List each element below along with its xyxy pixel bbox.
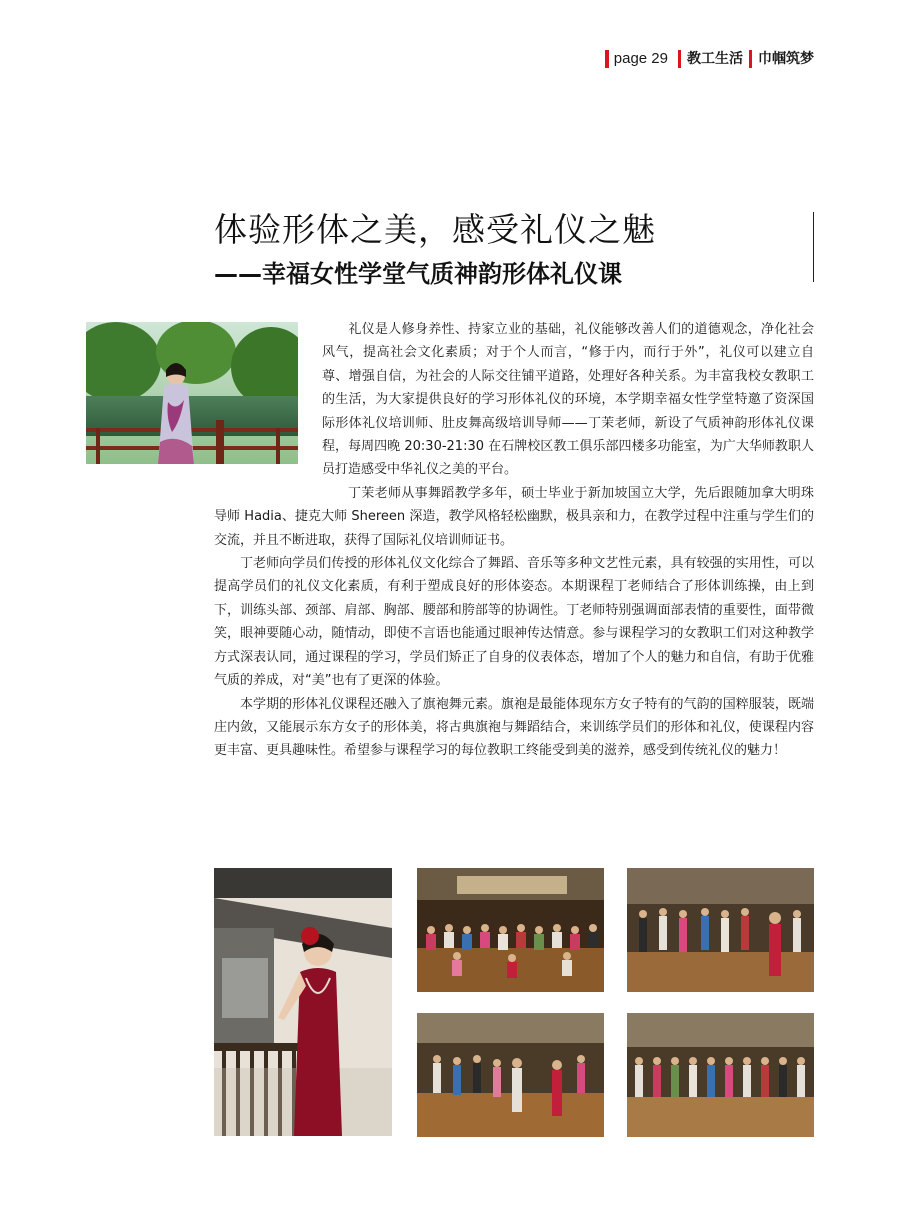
photo-class-seated — [417, 868, 604, 992]
header-separator — [678, 50, 681, 68]
photo-class-practice — [417, 1013, 604, 1137]
image-wrap-spacer — [214, 318, 322, 482]
article-paragraph-2: 丁茉老师从事舞蹈教学多年，硕士毕业于新加坡国立大学，先后跟随加拿大明珠导师 Hadia、捷克大师 Shereen 深造，教学风格轻松幽默，极具亲和力，在教学过程中注重与学生们的交流，并且不断进取，获得了国际礼仪培训师证书。 — [214, 485, 814, 548]
header-separator-2 — [749, 50, 752, 68]
article-paragraph-3: 丁老师向学员们传授的形体礼仪文化综合了舞蹈、音乐等多种文艺性元素，具有较强的实用性，可以提高学员们的礼仪文化素质，有利于塑成良好的形体姿态。本期课程丁老师结合了形体训练操，由上到下，训练头部、颈部、肩部、胸部、腰部和胯部等的协调性。丁老师特别强调面部表情的重要性，面带微笑，眼神要随心动，随情动，即使不言语也能通过眼神传达情意。参与课程学习的女教职工们对这种教学方式深表认同，通过课程的学习，学员们矫正了自身的仪表体态，增加了个人的魅力和自信，有助于优雅气质的养成，对“美”也有了更深的体验。 — [214, 556, 814, 689]
page-number: page 29 — [613, 50, 668, 67]
section-name: 教工生活 — [687, 51, 743, 67]
photo-red-qipao-balcony — [214, 868, 392, 1136]
paragraph-1-text: 礼仪是人修身养性、持家立业的基础，礼仪能够改善人们的道德观念，净化社会风气，提高社会文化素质；对于个人而言，“修于内，而行于外”，礼仪可以建立自尊、增强自信，为社会的人际交往铺平道路，处理好各种关系。为丰富我校女教职工的生活，为大家提供良好的学习形体礼仪的环境，本学期幸福女性学堂特邀了资深国际形体礼仪培训师、肚皮舞高级培训导师——丁茉老师，新设了气质神韵形体礼仪课程，每周四晚 20:30-21:30 在石牌校区教工俱乐部四楼多功能室，为广大华师教职人员打造感受中华礼仪之美的平台。 — [322, 322, 814, 478]
header-red-bar — [605, 50, 609, 68]
article-title: 体验形体之美，感受礼仪之魅 — [214, 210, 656, 249]
title-divider — [813, 212, 814, 282]
article-subtitle: ——幸福女性学堂气质神韵形体礼仪课 — [214, 260, 622, 288]
article-paragraph-4: 本学期的形体礼仪课程还融入了旗袍舞元素。旗袍是最能体现东方女子特有的气韵的国粹服装，既端庄内敛，又能展示东方女子的形体美，将古典旗袍与舞蹈结合，来训练学员们的形体和礼仪，使课程内容更丰富、更具趣味性。希望参与课程学习的每位教职工终能受到美的滋养，感受到传统礼仪的魅力！ — [214, 696, 814, 759]
article-body — [214, 318, 814, 763]
running-header — [605, 49, 814, 69]
title-block — [214, 208, 814, 290]
column-name: 巾帼筑梦 — [758, 51, 814, 67]
photo-class-standing — [627, 868, 814, 992]
photo-class-group — [627, 1013, 814, 1137]
